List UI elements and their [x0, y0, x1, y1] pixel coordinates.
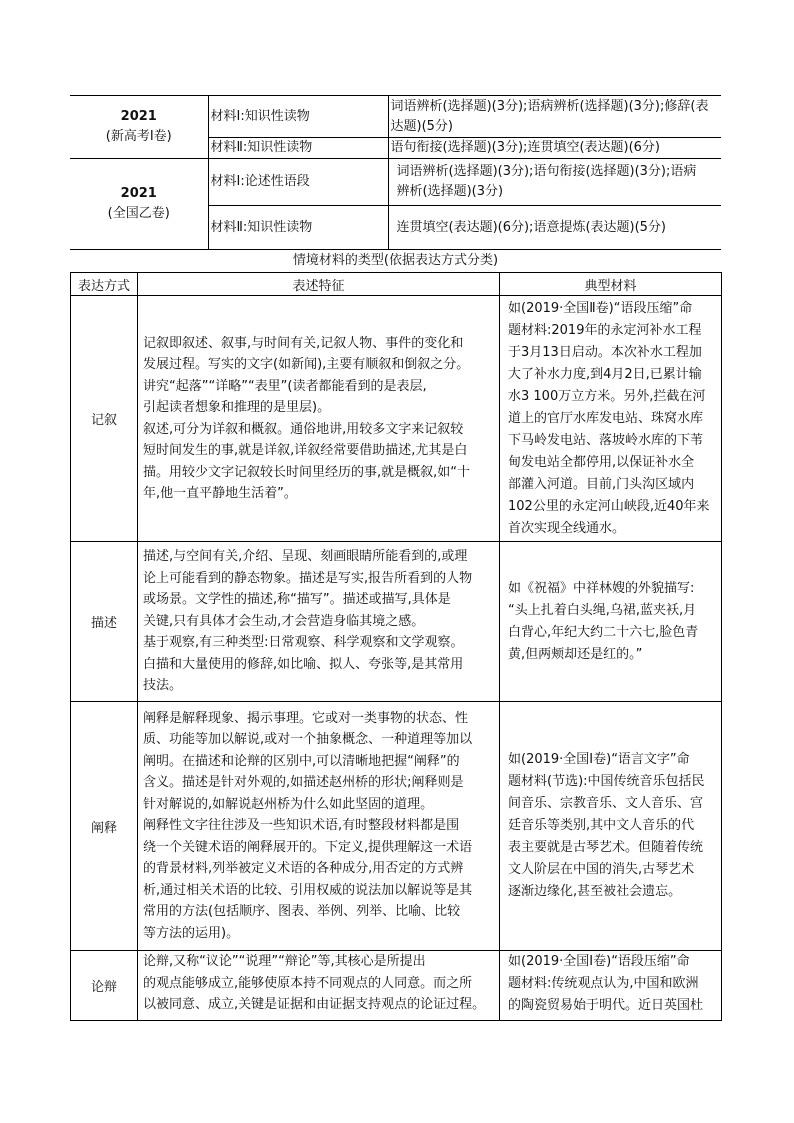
example-line: 首次实现全线通水。: [508, 520, 626, 536]
feature-line: 年,他一直平静地生活着”。: [143, 486, 297, 501]
feature-line: 短时间发生的事,就是详叙,详叙经常要借助描述,尤其是白: [143, 443, 468, 458]
example-line: 水3 100万立方米。另外,拦截在河: [508, 388, 706, 404]
exam-year: 2021: [120, 186, 157, 201]
feature-line: 阐明。在描述和论辩的区别中,可以清晰地把握“阐释”的: [143, 753, 460, 769]
feature-line: 针对解说的,如解说赵州桥为什么如此坚固的道理。: [143, 796, 434, 812]
feature-line: 绕一个关键术语的阐释展开的。下定义,提供理解这一术语: [143, 839, 473, 855]
expression-type: 阐释: [71, 702, 138, 951]
feature-line: 含义。描述是针对外观的,如描述赵州桥的形状;阐释则是: [143, 775, 464, 791]
feature-line: 讲究“起落”“详略”“表里”(读者都能看到的是表层,: [143, 378, 427, 394]
table-row: [71, 296, 722, 542]
exam-questions: [388, 138, 721, 159]
exam-material: 材料Ⅱ:知识性读物: [208, 206, 388, 250]
example-line: 甸发电站全都停用,以保证补水全: [508, 454, 695, 470]
header-feature: 表述特征: [138, 273, 500, 296]
example-line: 102公里的永定河山峡段,近40年来: [508, 498, 710, 514]
example-line: 下马岭发电站、落坡岭水库的下苇: [508, 432, 704, 448]
example-line: 如(2019·全国Ⅰ卷)“语段压缩”命: [508, 954, 690, 969]
example-line: 廷音乐等类别,其中文人音乐的代: [508, 818, 695, 833]
feature-line: 质、功能等加以解说,或对一个抽象概念、一种道理等加以: [143, 732, 473, 748]
header-example: 典型材料: [500, 273, 722, 296]
example-line: 题材料:2019年的永定河补水工程: [508, 322, 702, 338]
feature-cell: [138, 296, 500, 542]
feature-line: 阐释是解释现象、揭示事理。它或对一类事物的状态、性: [143, 710, 469, 726]
exam-question-line: 达题)(5分): [390, 118, 453, 134]
table-row: [71, 702, 722, 951]
feature-line: 阐释性文字往往涉及一些知识术语,有时整段材料都是围: [143, 818, 460, 834]
example-line: 黄,但两颊却还是红的。”: [508, 646, 643, 662]
feature-line: 的观点能够成立,能够使原本持不同观点的人同意。而之所: [143, 975, 473, 991]
exam-material: 材料Ⅰ:论述性语段: [208, 159, 388, 206]
example-cell: [500, 702, 722, 951]
feature-line: 等方法的运用)。: [143, 925, 240, 941]
example-line: 题材料:传统观点认为,中国和欧洲: [508, 976, 699, 991]
exam-year: 2021: [120, 109, 157, 124]
example-cell: [500, 951, 722, 1021]
example-cell: [500, 296, 722, 542]
feature-line: 以被同意、成立,关键是证据和由证据支持观点的论证过程。: [143, 997, 486, 1012]
example-line: 如《祝福》中祥林嫂的外貌描写:: [508, 580, 695, 596]
feature-line: 描述,与空间有关,介绍、呈现、刻画眼睛所能看到的,或理: [143, 549, 468, 565]
feature-cell: [138, 951, 500, 1021]
exam-year-cell: [70, 96, 208, 159]
exam-question-line: 词语辨析(选择题)(3分);语病辨析(选择题)(3分);修辞(表: [390, 98, 709, 114]
example-line: 的陶瓷贸易始于明代。近日英国杜: [508, 998, 704, 1013]
feature-line: 叙述,可分为详叙和概叙。通俗地讲,用较多文字来记叙较: [143, 421, 464, 437]
feature-line: 常用的方法(包括顺序、图表、举例、列举、比喻、比较: [143, 904, 461, 920]
example-line: 逐渐边缘化,甚至被社会遗忘。: [508, 884, 682, 899]
exam-question-line: 连贯填空(表达题)(6分);语意提炼(表达题)(5分): [396, 219, 666, 235]
feature-line: 或场景。文学性的描述,称“描写”。描述或描写,具体是: [143, 592, 451, 608]
exam-questions: [388, 96, 721, 138]
feature-line: 引起读者想象和推理的是里层)。: [143, 400, 331, 415]
exam-year-cell: [70, 159, 208, 250]
exam-question-line: 词语辨析(选择题)(3分);语句衔接(选择题)(3分);语病: [396, 164, 697, 179]
table-row: [71, 951, 722, 1021]
feature-line: 论上可能看到的静态物象。描述是写实,报告所看到的人物: [143, 570, 473, 586]
example-line: 间音乐、宗教音乐、文人音乐、宫: [508, 796, 704, 811]
table-row: [71, 542, 722, 702]
example-line: 大了补水力度,到4月2日,已累计输: [508, 366, 702, 382]
material-type-table: [70, 272, 722, 1021]
feature-line: 记叙即叙述、叙事,与时间有关,记叙人物、事件的变化和: [143, 335, 464, 351]
exam-row: [70, 96, 721, 138]
example-line: 如(2019·全国Ⅱ卷)“语段压缩”命: [508, 300, 693, 316]
page: [70, 95, 721, 1021]
feature-line: 描。用较少文字记叙较长时间里经历的事,就是概叙,如“十: [143, 464, 470, 480]
exam-paper: (全国乙卷): [107, 206, 170, 221]
feature-line: 发展过程。写实的文字(如新闻),主要有顺叙和倒叙之分。: [143, 357, 470, 372]
example-line: 白背心,年纪大约二十六七,脸色青: [508, 624, 699, 640]
feature-line: 析,通过相关术语的比较、引用权威的说法加以解说等是其: [143, 882, 473, 898]
example-cell: [500, 542, 722, 702]
expression-type: 描述: [71, 542, 138, 702]
feature-line: 论辩,又称“议论”“说理”“辩论”等,其核心是所提出: [143, 954, 426, 969]
header-type: 表达方式: [71, 273, 138, 296]
example-line: 部灌入河道。目前,门头沟区域内: [508, 476, 695, 492]
example-line: 于3月13日启动。本次补水工程加: [508, 344, 702, 360]
example-line: 如(2019·全国Ⅰ卷)“语言文字”命: [508, 752, 690, 767]
exam-material: 材料Ⅰ:知识性读物: [208, 96, 388, 138]
header-row: [71, 273, 722, 296]
expression-type: 记叙: [71, 296, 138, 542]
example-line: 文人阶层在中国的消失,古琴艺术: [508, 862, 695, 877]
example-line: “头上扎着白头绳,乌裙,蓝夹袄,月: [508, 602, 697, 618]
feature-cell: [138, 702, 500, 951]
exam-paper: (新高考Ⅰ卷): [105, 129, 172, 144]
feature-line: 白描和大量使用的修辞,如比喻、拟人、夸张等,是其常用: [143, 656, 464, 672]
exam-material: 材料Ⅱ:知识性读物: [208, 138, 388, 159]
table-caption: 情境材料的类型(依据表达方式分类): [292, 253, 499, 268]
exam-questions: [388, 159, 721, 206]
feature-line: 技法。: [143, 678, 183, 694]
example-line: 道上的官厅水库发电站、珠窝水库: [508, 410, 704, 426]
expression-type: 论辩: [71, 951, 138, 1021]
exam-questions: [388, 206, 721, 250]
exam-row: [70, 159, 721, 206]
example-line: 表主要就是古琴艺术。但随着传统: [508, 840, 704, 855]
exam-question-line: 辨析(选择题)(3分): [396, 184, 504, 199]
example-line: 题材料(节选):中国传统音乐包括民: [508, 774, 705, 789]
exam-question-line: 语句衔接(选择题)(3分);连贯填空(表达题)(6分): [390, 140, 660, 155]
feature-line: 基于观察,有三种类型:日常观察、科学观察和文学观察。: [143, 635, 464, 651]
exam-question-table: [70, 95, 721, 250]
feature-cell: [138, 542, 500, 702]
feature-line: 的背景材料,列举被定义术语的各种成分,用否定的方式辨: [143, 861, 464, 877]
feature-line: 关键,只有具体才会生动,才会营造身临其境之感。: [143, 613, 425, 629]
